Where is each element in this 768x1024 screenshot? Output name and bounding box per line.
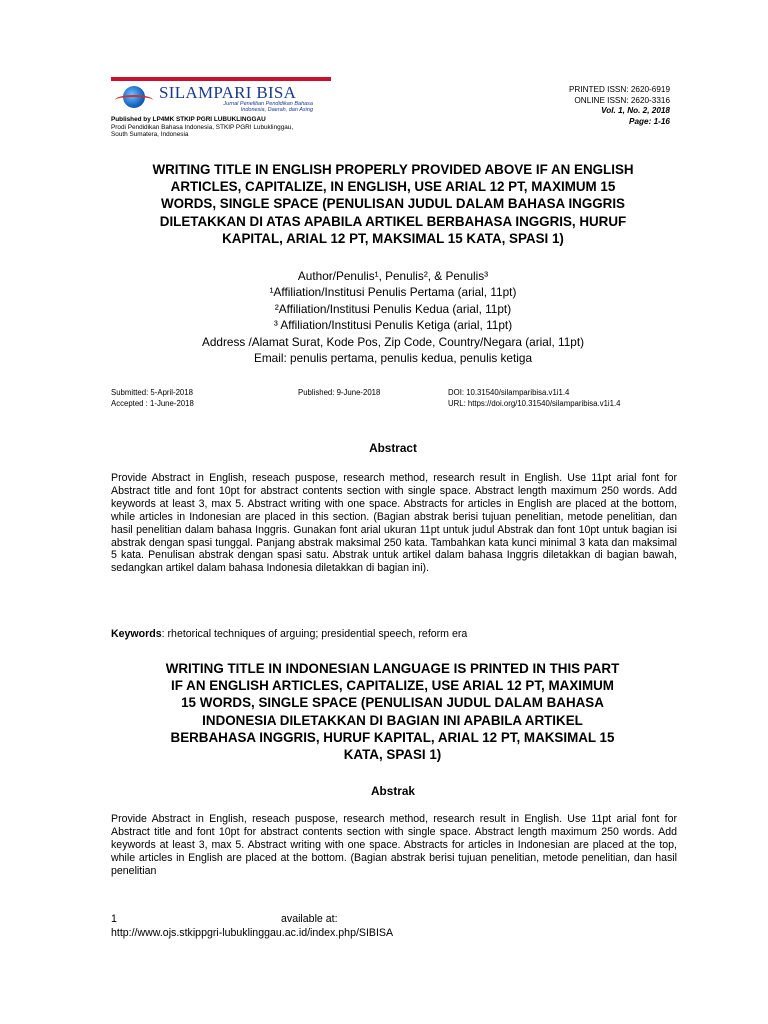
publisher-line: South Sumatera, Indonesia (111, 131, 189, 139)
article-dates (111, 387, 681, 411)
doi-url[interactable]: URL: https://doi.org/10.31540/silamparibisa.v1i1.4 (448, 399, 621, 409)
logo-title: SILAMPARI BISA (159, 83, 297, 102)
volume-info: Vol. 1, No. 2, 2018 (601, 106, 670, 115)
published-date: Published: 9-June-2018 (298, 388, 381, 397)
issn-block (569, 85, 670, 127)
journal-logo (111, 81, 331, 113)
logo-subtitle: Jurnal Penelitian Pendidikan Bahasa Indonesia, Daerah, dan Asing (223, 101, 313, 113)
title-line: IF AN ENGLISH ARTICLES, CAPITALIZE, USE ARIAL 12 PT, MAXIMUM (171, 678, 614, 694)
title-line: KAPITAL, ARIAL 12 PT, MAKSIMAL 15 KATA, SPASI 1) (222, 230, 564, 246)
keywords-text: : rhetorical techniques of arguing; presidential speech, reform era (161, 628, 468, 640)
available-at-label: available at: (281, 913, 338, 925)
page-number: 1 (111, 913, 117, 925)
title-line: DILETAKKAN DI ATAS APABILA ARTIKEL BERBAHASA INGGRIS, HURUF (159, 213, 627, 229)
accepted-date: Accepted : 1-June-2018 (111, 399, 194, 409)
page-range: Page: 1-16 (629, 116, 670, 126)
publisher-line: Prodi Pendidikan Bahasa Indonesia, STKIP PGRI Lubuklinggau, (111, 123, 294, 131)
publisher-line: Published by LP4MK STKIP PGRI LUBUKLINGGAU (111, 116, 266, 123)
title-line: INDONESIA DILETAKKAN DI BAGIAN INI APABILA ARTIKEL (202, 712, 583, 728)
title-line: 15 WORDS, SINGLE SPACE (PENULISAN JUDUL DALAM BAHASA (181, 695, 604, 711)
title-line: WORDS, SINGLE SPACE (PENULISAN JUDUL DALAM BAHASA INGGRIS (161, 196, 625, 212)
keywords (111, 628, 677, 640)
printed-issn: PRINTED ISSN: 2620-6919 (568, 85, 670, 94)
page-footer (111, 912, 393, 941)
article-title-english (108, 161, 678, 247)
article-title-indonesian (120, 660, 665, 763)
affiliation-1: ¹Affiliation/Institusi Penulis Pertama (arial, 11pt) (269, 285, 517, 300)
publisher-info (111, 116, 293, 139)
email: Email: penulis pertama, penulis kedua, penulis ketiga (253, 351, 533, 366)
affiliation-3: ³ Affiliation/Institusi Penulis Ketiga (arial, 11pt) (273, 318, 513, 333)
title-line: BERBAHASA INGGRIS, HURUF KAPITAL, ARIAL 12 PT, MAKSIMAL 15 (170, 729, 615, 745)
abstrak-body: Provide Abstract in English, reseach puspose, research method, research result in English. Use 11pt arial font for Abstract title and font 10pt for abstract contents section with single space. Abstract length maximum 250 words. Add keywords at least 3, max 5. Abstract writing with one space. Abstracts for articles in Indonesian are placed at the top, while articles in English are placed at the bottom. (Bagian abstrak berisi tujuan penelitian, metode penelitian, dan hasil penelitian (111, 813, 677, 877)
swoosh-icon (115, 95, 153, 105)
abstract-heading: Abstract (369, 441, 417, 455)
doi: DOI: 10.31540/silamparibisa.v1i1.4 (448, 388, 570, 397)
abstract-body: Provide Abstract in English, reseach puspose, research method, research result in English. Use 11pt arial font for Abstract title and font 10pt for abstract contents section with single space. Abstract length maximum 250 words. Add keywords at least 3, max 5. Abstract writing with one space. Abstracts for articles in English are placed at the bottom, while articles in Indonesian are placed in this section. (Bagian abstrak berisi tujuan penelitian, metode penelitian, dan hasil penelitian dalam bahasa Inggris. Gunakan font arial ukuran 11pt untuk judul Abstrak dan font 10pt untuk bagian isi abstrak dengan spasi tunggal. Panjang abstrak maksimal 250 kata. Tambahkan kata kunci minimal 3 kata dan maksimal 5 kata. Penulisan abstrak dengan spasi satu. Abstrak untuk artikel dalam bahasa Inggris diletakkan di bagian bawah, sedangkan artikel dalam bahasa Indonesia diletakkan di bagian ini). (111, 472, 677, 575)
affiliation-2: ²Affiliation/Institusi Penulis Kedua (arial, 11pt) (274, 301, 512, 316)
title-line: KATA, SPASI 1) (343, 747, 442, 763)
address: Address /Alamat Surat, Kode Pos, Zip Code, Country/Negara (arial, 11pt) (201, 334, 585, 349)
submitted-date: Submitted: 5-April-2018 (111, 388, 193, 397)
title-line: ARTICLES, CAPITALIZE, IN ENGLISH, USE ARIAL 12 PT, MAXIMUM 15 (170, 179, 616, 195)
title-line: WRITING TITLE IN ENGLISH PROPERLY PROVIDED ABOVE IF AN ENGLISH (152, 162, 634, 177)
title-line: WRITING TITLE IN INDONESIAN LANGUAGE IS PRINTED IN THIS PART (165, 661, 620, 676)
author-block (108, 268, 678, 366)
abstrak-heading: Abstrak (371, 784, 415, 798)
online-issn: ONLINE ISSN: 2620-3316 (574, 95, 670, 105)
journal-url[interactable]: http://www.ojs.stkippgri-lubuklinggau.ac.id/index.php/SIBISA (111, 927, 394, 940)
author-names: Author/Penulis¹, Penulis², & Penulis³ (297, 269, 489, 283)
keywords-label: Keywords (111, 628, 162, 640)
